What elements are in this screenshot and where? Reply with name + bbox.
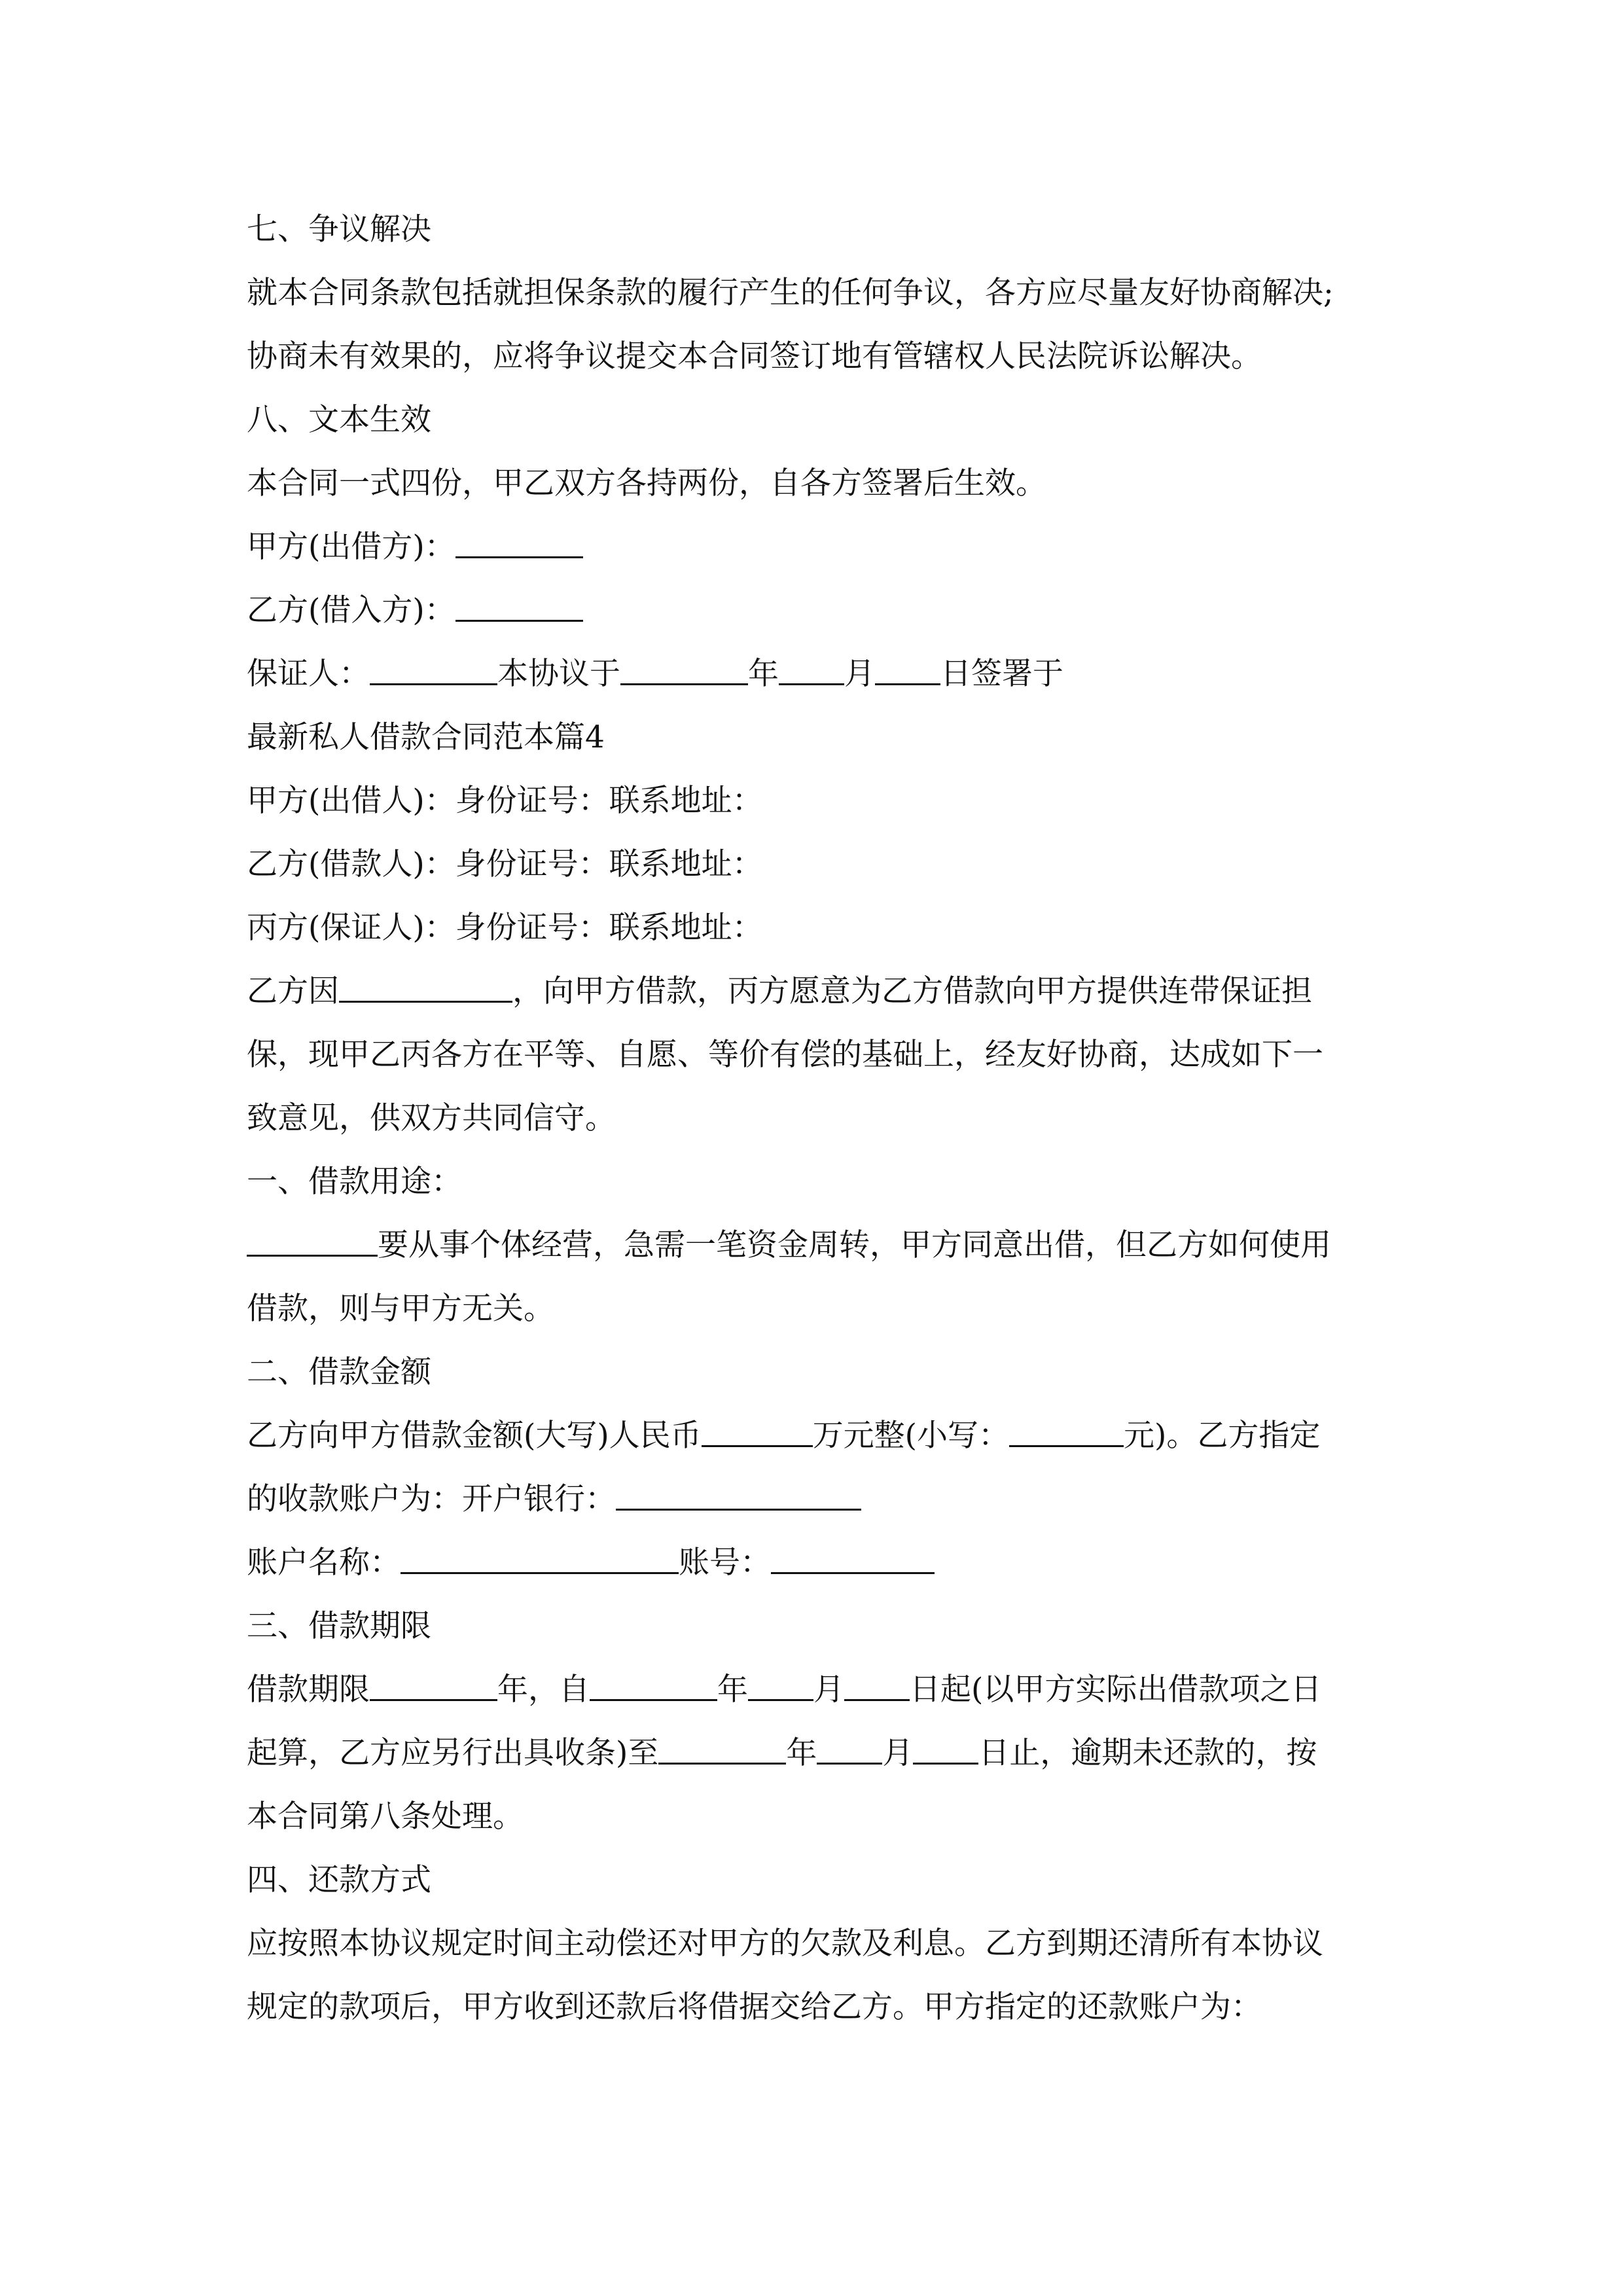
text-segment: 元)。乙方指定	[1124, 1418, 1321, 1454]
text-segment: 借款，则与甲方无关。	[247, 1291, 554, 1327]
section-heading	[247, 1848, 1399, 1912]
text-segment: 要从事个体经营，急需一笔资金周转，甲方同意出借，但乙方如何使用	[378, 1227, 1331, 1263]
text-segment: 一、借款用途：	[247, 1164, 462, 1200]
fill-in-blank	[658, 1736, 786, 1765]
fill-in-blank	[455, 530, 583, 558]
text-segment: 月	[844, 656, 875, 692]
fill-in-blank	[748, 1673, 813, 1701]
document-body	[247, 198, 1399, 2039]
fill-in-blank	[590, 1673, 717, 1701]
text-segment: 年	[748, 656, 779, 692]
fill-in-blank	[620, 657, 748, 685]
paragraph-line	[247, 1785, 1399, 1848]
form-field-line	[247, 769, 1399, 833]
text-segment: 账号：	[679, 1545, 771, 1581]
fill-in-blank	[913, 1736, 978, 1765]
fill-in-blank	[1009, 1419, 1124, 1447]
fill-in-blank	[702, 1419, 813, 1447]
fill-in-blank	[370, 1673, 497, 1701]
text-segment: 年，自	[497, 1672, 590, 1708]
fill-in-blank	[875, 657, 940, 685]
text-segment: 月	[813, 1672, 844, 1708]
text-segment: 本协议于	[497, 656, 620, 692]
text-segment: 甲方(出借方)：	[247, 529, 455, 565]
contract-title	[247, 706, 1399, 769]
form-field-line	[247, 1467, 1399, 1531]
paragraph-line	[247, 1912, 1399, 1975]
section-heading	[247, 1340, 1399, 1404]
form-field-line	[247, 896, 1399, 960]
fill-in-blank	[401, 1546, 679, 1574]
paragraph-line	[247, 960, 1399, 1023]
paragraph-line	[247, 452, 1399, 515]
text-segment: 借款期限	[247, 1672, 370, 1708]
text-segment: 日起(以甲方实际出借款项之日	[910, 1672, 1322, 1708]
form-field-line	[247, 833, 1399, 896]
text-segment: 年	[786, 1735, 817, 1771]
fill-in-blank	[779, 657, 844, 685]
paragraph-line	[247, 1277, 1399, 1340]
paragraph-line	[247, 1975, 1399, 2039]
text-segment: 甲方(出借人)：身份证号：联系地址：	[247, 783, 763, 819]
paragraph-line	[247, 261, 1399, 325]
text-segment: 丙方(保证人)：身份证号：联系地址：	[247, 910, 763, 946]
text-segment: 万元整(小写：	[812, 1418, 1010, 1454]
text-segment: 日止，逾期未还款的，按	[978, 1735, 1317, 1771]
text-segment: 本合同一式四份，甲乙双方各持两份，自各方签署后生效。	[247, 465, 1046, 501]
text-segment: 月	[882, 1735, 914, 1771]
section-heading	[247, 198, 1399, 261]
text-segment: 七、争议解决	[247, 211, 431, 247]
fill-in-blank	[817, 1736, 882, 1765]
text-segment: 二、借款金额	[247, 1354, 431, 1390]
paragraph-line	[247, 1213, 1399, 1277]
text-segment: 乙方(借款人)：身份证号：联系地址：	[247, 846, 763, 882]
text-segment: 三、借款期限	[247, 1608, 431, 1644]
text-segment: 乙方向甲方借款金额(大写)人民币	[247, 1418, 702, 1454]
text-segment: ，向甲方借款，丙方愿意为乙方借款向甲方提供连带保证担	[512, 973, 1312, 1009]
text-segment: 规定的款项后，甲方收到还款后将借据交给乙方。甲方指定的还款账户为：	[247, 1989, 1262, 2025]
paragraph-line	[247, 1658, 1399, 1721]
text-segment: 协商未有效果的，应将争议提交本合同签订地有管辖权人民法院诉讼解决。	[247, 338, 1262, 374]
form-field-line	[247, 1531, 1399, 1594]
text-segment: 乙方(借入方)：	[247, 592, 455, 628]
text-segment: 四、还款方式	[247, 1862, 431, 1898]
section-heading	[247, 388, 1399, 452]
text-segment: 本合同第八条处理。	[247, 1799, 524, 1835]
section-heading	[247, 1594, 1399, 1658]
text-segment: 致意见，供双方共同信守。	[247, 1100, 616, 1136]
text-segment: 应按照本协议规定时间主动偿还对甲方的欠款及利息。乙方到期还清所有本协议	[247, 1926, 1323, 1962]
text-segment: 就本合同条款包括就担保条款的履行产生的任何争议，各方应尽量友好协商解决;	[247, 275, 1334, 311]
section-heading	[247, 1150, 1399, 1213]
text-segment: 保，现甲乙丙各方在平等、自愿、等价有偿的基础上，经友好协商，达成如下一	[247, 1037, 1323, 1073]
fill-in-blank	[455, 594, 583, 622]
text-segment: 保证人：	[247, 656, 370, 692]
text-segment: 日签署于	[940, 656, 1063, 692]
form-field-line	[247, 515, 1399, 579]
paragraph-line	[247, 1721, 1399, 1785]
text-segment: 账户名称：	[247, 1545, 401, 1581]
fill-in-blank	[370, 657, 497, 685]
fill-in-blank	[247, 1229, 378, 1257]
paragraph-line	[247, 1086, 1399, 1150]
fill-in-blank	[339, 975, 512, 1003]
fill-in-blank	[616, 1482, 861, 1511]
text-segment: 最新私人借款合同范本篇4	[247, 719, 605, 755]
fill-in-blank	[844, 1673, 910, 1701]
form-field-line	[247, 642, 1399, 706]
paragraph-line	[247, 325, 1399, 388]
paragraph-line	[247, 1023, 1399, 1086]
text-segment: 的收款账户为：开户银行：	[247, 1481, 616, 1517]
text-segment: 起算，乙方应另行出具收条)至	[247, 1735, 659, 1771]
form-field-line	[247, 579, 1399, 642]
paragraph-line	[247, 1404, 1399, 1467]
text-segment: 乙方因	[247, 973, 339, 1009]
text-segment: 八、文本生效	[247, 402, 431, 438]
fill-in-blank	[771, 1546, 935, 1574]
text-segment: 年	[717, 1672, 748, 1708]
